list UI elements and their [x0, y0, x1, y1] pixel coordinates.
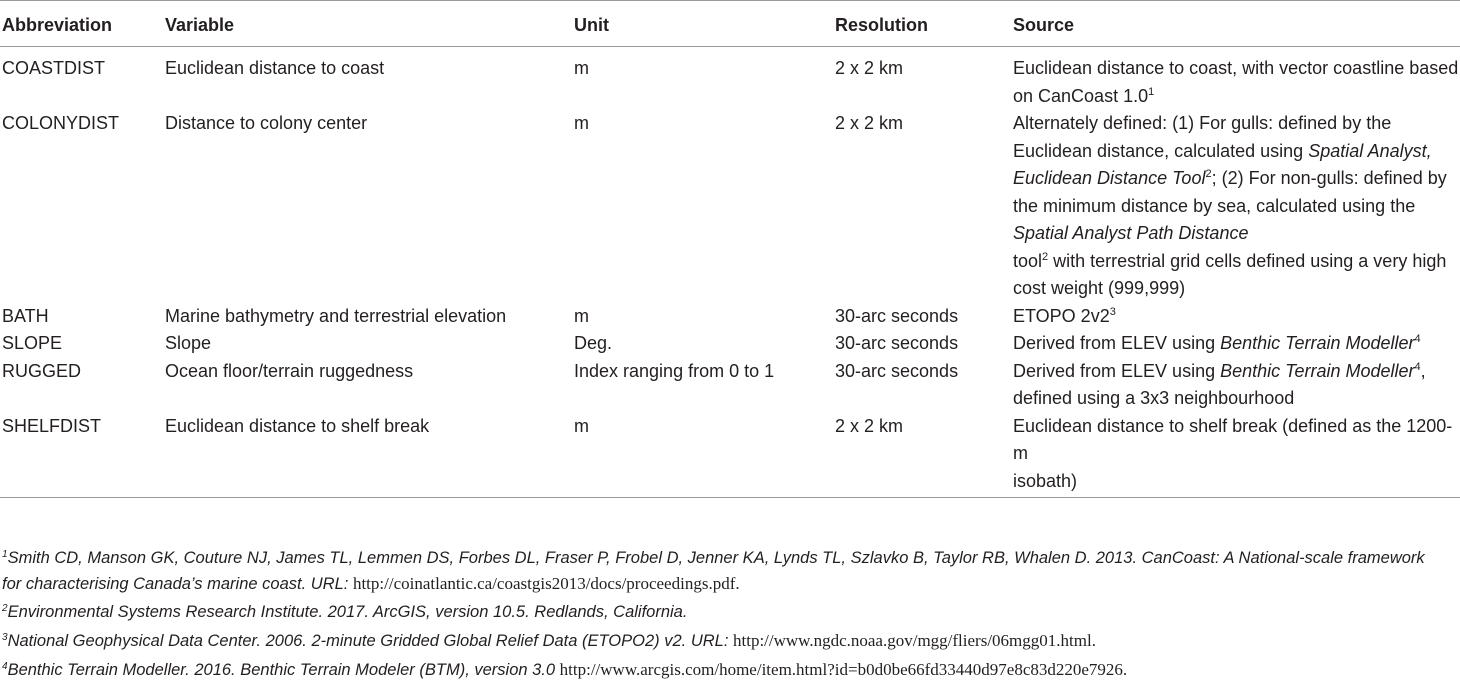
footnote-ref: 2 [1205, 168, 1212, 180]
header-resolution: Resolution [835, 1, 1013, 47]
footnote-ref: 2 [1042, 250, 1049, 263]
footnote-ref: 3 [1109, 305, 1116, 318]
cell-source [1013, 303, 1460, 331]
cell-variable: Euclidean distance to shelf break [165, 413, 574, 498]
table-row [0, 47, 1460, 111]
source-text: ; (2) For non-gulls: defined by the minimum distance by sea, calculated using the [1013, 168, 1447, 216]
source-line: Euclidean distance to shelf break (defined as the 1200-m [1013, 415, 1453, 463]
cell-resolution: 2 x 2 km [835, 413, 1013, 498]
footnote-text: Smith CD, Manson GK, Couture NJ, James TL, Lemmen DS, Forbes DL, Fraser P, Frobel D, Jenner KA, Lynds TL, Szlavko B, Taylor RB, Whalen D. 2013. CanCoast: A National-scale framework for characterising Canada’s marine coast. URL: [2, 549, 1425, 593]
cell-abbreviation: COLONYDIST [2, 113, 120, 133]
footnote [2, 628, 1442, 654]
footnote-ref: 4 [1414, 333, 1421, 345]
cell-unit: Index ranging from 0 to 1 [574, 360, 775, 381]
cell-unit: m [574, 58, 589, 78]
footnote-number: 1 [2, 549, 8, 560]
cell-abbreviation: SLOPE [2, 333, 63, 353]
footnote-number: 3 [2, 632, 8, 643]
source-italic: Benthic Terrain Modeller [1220, 360, 1415, 381]
footnote-url[interactable]: http://coinatlantic.ca/coastgis2013/docs/proceedings.pdf. [352, 574, 740, 593]
header-source: Source [1013, 1, 1460, 47]
cell-unit: m [574, 305, 589, 326]
cell-abbreviation: BATH [2, 305, 49, 326]
cell-resolution: 30-arc seconds [835, 305, 959, 326]
footnote-text: Benthic Terrain Modeller. 2016. Benthic Terrain Modeler (BTM), version 3.0 [7, 661, 560, 679]
cell-resolution: 2 x 2 km [835, 58, 904, 78]
cell-variable: Marine bathymetry and terrestrial elevation [165, 305, 507, 326]
table-row [0, 413, 1460, 498]
footnote-number: 2 [2, 603, 8, 614]
cell-resolution: 30-arc seconds [835, 360, 959, 381]
cell-resolution: 30-arc seconds [835, 333, 959, 353]
footnote-number: 4 [2, 661, 8, 672]
header-variable: Variable [165, 1, 574, 47]
cell-source [1013, 330, 1460, 358]
footnote [2, 546, 1442, 597]
header-unit: Unit [574, 1, 835, 47]
source-text: Derived from ELEV using [1013, 333, 1221, 353]
footnote-ref: 1 [1148, 85, 1155, 98]
cell-abbreviation: COASTDIST [2, 58, 106, 78]
footnotes [2, 546, 1442, 686]
footnote-text: National Geophysical Data Center. 2006. 2-minute Gridded Global Relief Data (ETOPO2) v2. URL: [7, 632, 733, 650]
source-italic: Spatial Analyst Path Distance [1013, 223, 1249, 243]
cell-source [1013, 413, 1460, 498]
source-text: with terrestrial grid cells defined using a very high cost weight (999,999) [1013, 250, 1447, 298]
cell-variable: Distance to colony center [165, 113, 368, 133]
cell-abbreviation: RUGGED [2, 360, 82, 381]
table-row [0, 110, 1460, 303]
source-italic: Benthic Terrain Modeller [1220, 333, 1415, 353]
cell-variable: Slope [165, 333, 212, 353]
cell-abbreviation: SHELFDIST [0, 413, 165, 498]
source-line: isobath) [1013, 470, 1078, 491]
cell-variable: Ocean floor/terrain ruggedness [165, 360, 414, 381]
source-italic: Spatial Analyst, Euclidean Distance Tool [1013, 140, 1432, 188]
footnote-url[interactable]: http://www.arcgis.com/home/item.html?id=b0d0be66fd33440d97e8c83d220e7926. [559, 660, 1128, 679]
cell-unit: m [574, 113, 589, 133]
source-text: Derived from ELEV using [1013, 360, 1221, 381]
table-row [0, 330, 1460, 358]
footnote-ref: 4 [1414, 360, 1421, 373]
source-text: , defined using a 3x3 neighbourhood [1013, 360, 1426, 408]
header-row [0, 1, 1460, 47]
footnote [2, 600, 1442, 625]
header-abbreviation: Abbreviation [0, 1, 165, 47]
table-row [0, 303, 1460, 331]
source-text: ETOPO 2v2 [1013, 305, 1110, 326]
cell-unit: Deg. [574, 333, 613, 353]
cell-resolution: 2 x 2 km [835, 113, 904, 133]
cell-source [1013, 358, 1460, 413]
cell-variable: Euclidean distance to coast [165, 58, 385, 78]
footnote-url[interactable]: http://www.ngdc.noaa.gov/mgg/fliers/06mgg01.html. [733, 631, 1096, 650]
cell-source [1013, 110, 1460, 303]
cell-unit: m [574, 413, 835, 498]
footnote [2, 657, 1442, 683]
source-line: on CanCoast 1.0 [1013, 85, 1149, 106]
source-line: Euclidean distance to coast, with vector coastline based [1013, 58, 1459, 78]
cell-source [1013, 47, 1460, 111]
table-row [0, 358, 1460, 413]
source-text: Alternately defined: (1) For gulls: defined by the Euclidean distance, calculated using [1013, 113, 1392, 161]
source-text: tool [1013, 250, 1043, 271]
footnote-text: Environmental Systems Research Institute. 2017. ArcGIS, version 10.5. Redlands, California. [7, 603, 688, 621]
